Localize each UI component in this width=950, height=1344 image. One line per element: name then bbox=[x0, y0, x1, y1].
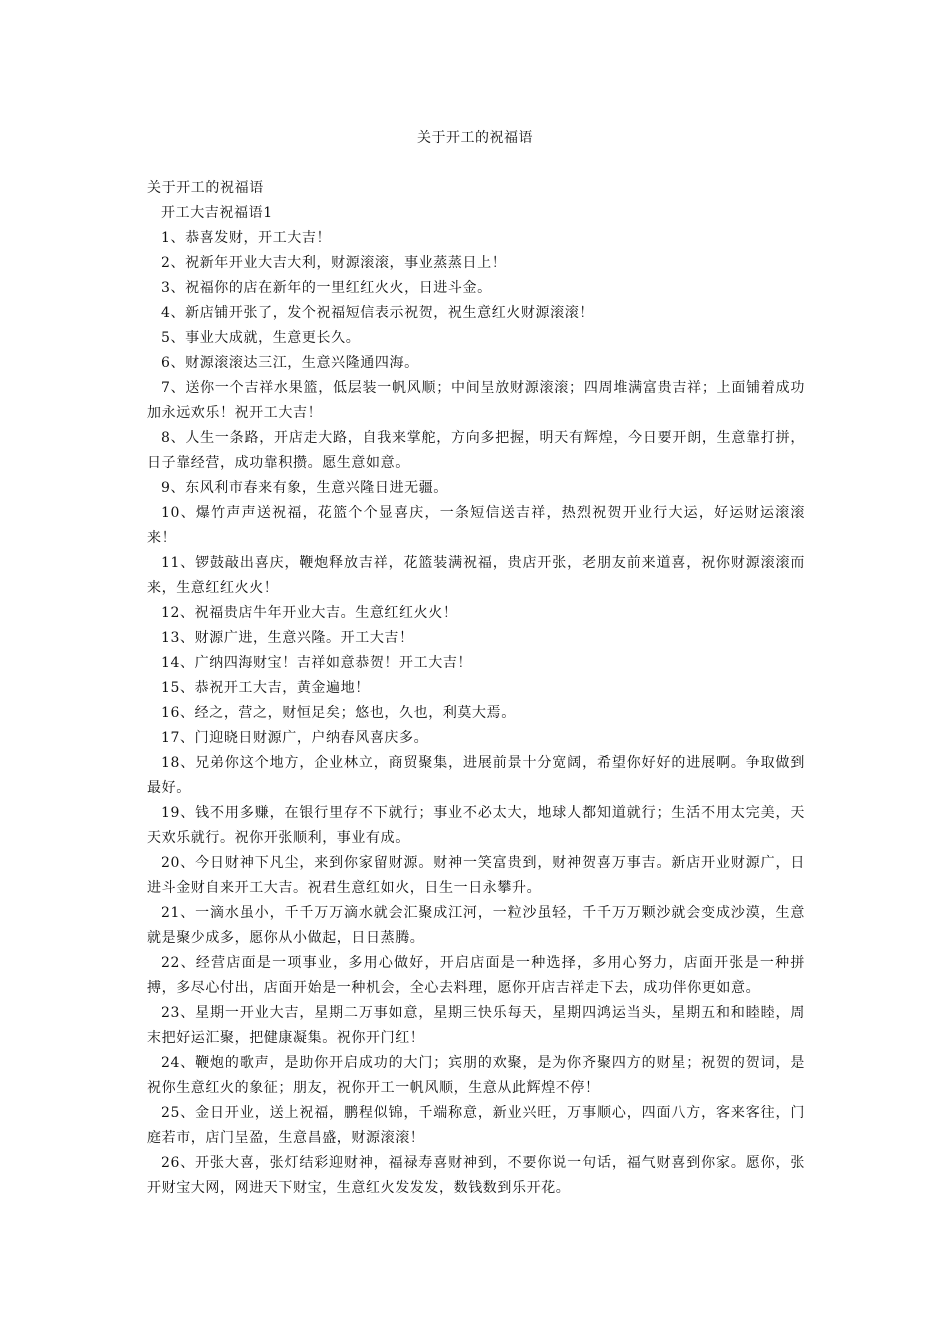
blessing-item-23: 23、星期一开业大吉，星期二万事如意，星期三快乐每天，星期四鸿运当头，星期五和和睦睦，周末把好运汇聚，把健康凝集。祝你开门红！ bbox=[147, 1005, 805, 1046]
blessing-item-13: 13、财源广进，生意兴隆。开工大吉！ bbox=[161, 630, 414, 646]
blessing-item-10: 10、爆竹声声送祝福，花篮个个显喜庆，一条短信送吉祥，热烈祝贺开业行大运，好运财运滚滚来！ bbox=[147, 505, 805, 546]
blessing-item-8: 8、人生一条路，开店走大路，自我来掌舵，方向多把握，明天有辉煌，今日要开朗，生意靠打拼，日子靠经营，成功靠积攒。愿生意如意。 bbox=[147, 430, 805, 471]
blessing-item-12: 12、祝福贵店牛年开业大吉。生意红红火火！ bbox=[161, 605, 458, 621]
blessing-item-22: 22、经营店面是一项事业，多用心做好，开启店面是一种选择，多用心努力，店面开张是一种拼搏，多尽心付出，店面开始是一种机会，全心去料理，愿你开店吉祥走下去，成功伴你更如意。 bbox=[147, 955, 805, 996]
blessing-item-2: 2、祝新年开业大吉大利，财源滚滚，事业蒸蒸日上！ bbox=[161, 255, 507, 271]
blessing-item-14: 14、广纳四海财宝！吉祥如意恭贺！开工大吉！ bbox=[161, 655, 473, 671]
document-title: 关于开工的祝福语 bbox=[417, 130, 533, 146]
blessing-item-26: 26、开张大喜，张灯结彩迎财神，福禄寿喜财神到，不要你说一句话，福气财喜到你家。愿你，张开财宝大网，网进天下财宝，生意红火发发发，数钱数到乐开花。 bbox=[147, 1155, 805, 1196]
document-body bbox=[147, 176, 805, 1201]
blessing-item-21: 21、一滴水虽小，千千万万滴水就会汇聚成江河，一粒沙虽轻，千千万万颗沙就会变成沙漠，生意就是聚少成多，愿你从小做起，日日蒸腾。 bbox=[147, 905, 805, 946]
blessing-item-17: 17、门迎晓日财源广，户纳春风喜庆多。 bbox=[161, 730, 429, 746]
blessing-item-3: 3、祝福你的店在新年的一里红红火火，日进斗金。 bbox=[161, 280, 492, 296]
body-subheading: 开工大吉祝福语1 bbox=[161, 205, 273, 221]
blessing-item-4: 4、新店铺开张了，发个祝福短信表示祝贺，祝生意红火财源滚滚！ bbox=[161, 305, 594, 321]
blessing-item-6: 6、财源滚滚达三江，生意兴隆通四海。 bbox=[161, 355, 419, 371]
blessing-item-9: 9、东风利市春来有象，生意兴隆日进无疆。 bbox=[161, 480, 448, 496]
blessing-item-24: 24、鞭炮的歌声，是助你开启成功的大门；宾朋的欢聚，是为你齐聚四方的财星；祝贺的贺词，是祝你生意红火的象征；朋友，祝你开工一帆风顺，生意从此辉煌不停！ bbox=[147, 1055, 805, 1096]
blessing-item-11: 11、锣鼓敲出喜庆，鞭炮释放吉祥，花篮装满祝福，贵店开张，老朋友前来道喜，祝你财源滚滚而来，生意红红火火！ bbox=[147, 555, 805, 596]
body-heading: 关于开工的祝福语 bbox=[147, 180, 264, 196]
blessing-item-18: 18、兄弟你这个地方，企业林立，商贸聚集，进展前景十分宽阔，希望你好好的进展啊。争取做到最好。 bbox=[147, 755, 805, 796]
blessing-item-20: 20、今日财神下凡尘，来到你家留财源。财神一笑富贵到，财神贺喜万事吉。新店开业财源广，日进斗金财自来开工大吉。祝君生意红如火，日生一日永攀升。 bbox=[147, 855, 805, 896]
blessing-item-16: 16、经之，营之，财恒足矣；悠也，久也，利莫大焉。 bbox=[161, 705, 516, 721]
blessing-item-5: 5、事业大成就，生意更长久。 bbox=[161, 330, 361, 346]
blessing-item-15: 15、恭祝开工大吉，黄金遍地！ bbox=[161, 680, 370, 696]
blessing-item-19: 19、钱不用多赚，在银行里存不下就行；事业不必太大，地球人都知道就行；生活不用太完美，天天欢乐就行。祝你开张顺利，事业有成。 bbox=[147, 805, 805, 846]
blessing-item-1: 1、恭喜发财，开工大吉！ bbox=[161, 230, 332, 246]
blessing-item-25: 25、金日开业，送上祝福，鹏程似锦，千端称意，新业兴旺，万事顺心，四面八方，客来客往，门庭若市，店门呈盈，生意昌盛，财源滚滚！ bbox=[147, 1105, 805, 1146]
blessing-item-7: 7、送你一个吉祥水果篮，低层装一帆风顺；中间呈放财源滚滚；四周堆满富贵吉祥；上面铺着成功加永远欢乐！祝开工大吉！ bbox=[147, 380, 805, 421]
